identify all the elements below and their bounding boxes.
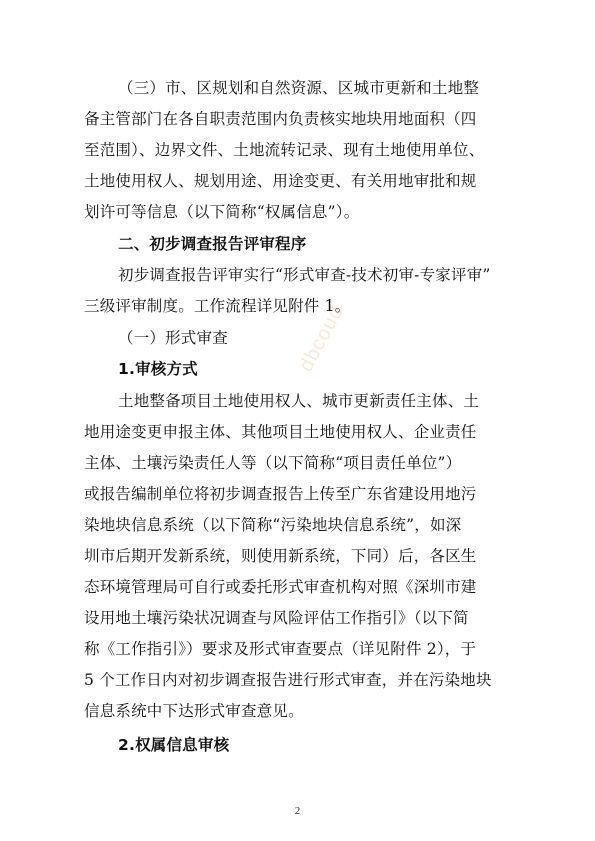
paragraph-line: 划许可等信息（以下简称“权属信息”）。 bbox=[84, 203, 360, 221]
paragraph-line: 态环境管理局可自行或委托形式审查机构对照《深圳市建 bbox=[84, 578, 477, 596]
paragraph-line: 染地块信息系统（以下简称“污染地块信息系统”，如深 bbox=[84, 516, 462, 534]
page-number: 2 bbox=[294, 805, 301, 817]
paragraph-line: 备主管部门在各自职责范围内负责核实地块用地面积（四 bbox=[84, 110, 477, 128]
paragraph-line: 主体、土壤污染责任人等（以下简称“项目责任单位”） bbox=[84, 454, 462, 472]
paragraph-line: 设用地土壤污染状况调查与风险评估工作指引》（以下简 bbox=[84, 609, 469, 627]
paragraph-line: 至范围）、边界文件、土地流转记录、现有土地使用单位、 bbox=[84, 141, 485, 159]
watermark: dbcoud bbox=[295, 301, 349, 376]
paragraph-line: 圳市后期开发新系统，则使用新系统，下同）后，各区生 bbox=[84, 547, 477, 565]
section-heading: 二、初步调查报告评审程序 bbox=[118, 235, 307, 253]
item-heading: 2.权属信息审核 bbox=[118, 736, 230, 754]
paragraph-line: 土地使用权人、规划用途、用途变更、有关用地审批和规 bbox=[84, 172, 477, 190]
paragraph-line: （三）市、区规划和自然资源、区城市更新和土地整 bbox=[118, 79, 480, 97]
paragraph-line: 土地整备项目土地使用权人、城市更新责任主体、土 bbox=[118, 392, 480, 410]
item-heading: 1.审核方式 bbox=[118, 360, 198, 378]
paragraph-line: 初步调查报告评审实行“形式审查-技术初审-专家评审” bbox=[118, 266, 491, 284]
paragraph-line: 称《工作指引》）要求及形式审查要点（详见附件 2），于 bbox=[84, 640, 477, 658]
paragraph-line: 信息系统中下达形式审查意见。 bbox=[84, 702, 304, 720]
paragraph-line: 5 个工作日内对初步调查报告进行形式审查，并在污染地块 bbox=[84, 671, 492, 689]
paragraph-line: 或报告编制单位将初步调查报告上传至广东省建设用地污 bbox=[84, 485, 477, 503]
subsection-heading: （一）形式审查 bbox=[118, 329, 228, 347]
paragraph-line: 地用途变更申报主体、其他项目土地使用权人、企业责任 bbox=[84, 423, 477, 441]
paragraph-line: 三级评审制度。工作流程详见附件 1。 bbox=[84, 297, 351, 315]
